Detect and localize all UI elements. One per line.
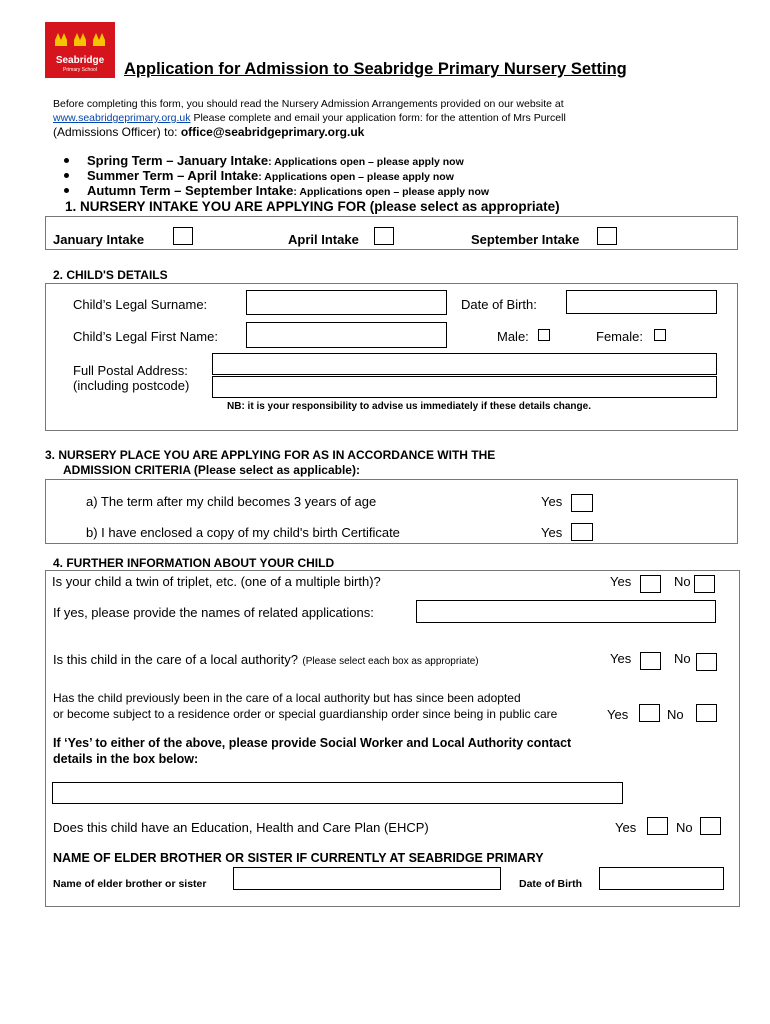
bullet-icon bbox=[64, 173, 69, 178]
care-yes-label: Yes bbox=[610, 651, 632, 666]
criteria-b-yes-label: Yes bbox=[541, 525, 563, 540]
previous-care-no-checkbox[interactable] bbox=[696, 704, 717, 722]
firstname-input[interactable] bbox=[246, 322, 447, 348]
option-september-label: September Intake bbox=[471, 232, 580, 247]
twin-yes-label: Yes bbox=[610, 574, 632, 589]
surname-input[interactable] bbox=[246, 290, 447, 315]
related-names-label: If yes, please provide the names of related applications: bbox=[53, 605, 374, 620]
ehcp-question: Does this child have an Education, Health and Care Plan (EHCP) bbox=[53, 820, 429, 835]
bullet-icon bbox=[64, 158, 69, 163]
section-2-title: 2. CHILD'S DETAILS bbox=[53, 268, 168, 282]
ehcp-no-checkbox[interactable] bbox=[700, 817, 721, 835]
intro-line-3 bbox=[53, 125, 364, 139]
related-names-input[interactable] bbox=[416, 600, 716, 623]
firstname-label: Child’s Legal First Name: bbox=[73, 329, 218, 344]
previous-care-no-label: No bbox=[667, 707, 684, 722]
ehcp-yes-label: Yes bbox=[615, 820, 637, 835]
address-input-line-2[interactable] bbox=[212, 376, 717, 398]
care-no-checkbox[interactable] bbox=[696, 653, 717, 671]
care-no-label: No bbox=[674, 651, 691, 666]
sibling-name-label: Name of elder brother or sister bbox=[53, 878, 207, 890]
previous-care-yes-label: Yes bbox=[607, 707, 629, 722]
social-worker-details-input[interactable] bbox=[52, 782, 623, 804]
crowns-icon bbox=[53, 28, 107, 50]
intro-line-3-text: (Admissions Officer) to: bbox=[53, 125, 181, 139]
address-postcode-label: (including postcode) bbox=[73, 378, 190, 393]
sibling-section-title: NAME OF ELDER BROTHER OR SISTER IF CURRENTLY AT SEABRIDGE PRIMARY bbox=[53, 851, 544, 865]
criteria-b-yes-checkbox[interactable] bbox=[571, 523, 593, 541]
intro-line-2 bbox=[53, 112, 566, 124]
female-label: Female: bbox=[596, 329, 643, 344]
term-summer-name: Summer Term – April Intake bbox=[87, 168, 259, 183]
january-intake-checkbox[interactable] bbox=[173, 227, 193, 245]
previous-care-yes-checkbox[interactable] bbox=[639, 704, 660, 722]
intro-line-1: Before completing this form, you should read the Nursery Admission Arrangements provided on our website at bbox=[53, 98, 564, 110]
criteria-a-yes-checkbox[interactable] bbox=[571, 494, 593, 512]
criteria-a-label: a) The term after my child becomes 3 years of age bbox=[86, 494, 377, 509]
term-autumn-note: : Applications open – please apply now bbox=[293, 186, 490, 198]
sibling-name-input[interactable] bbox=[233, 867, 501, 890]
sibling-dob-input[interactable] bbox=[599, 867, 724, 890]
intro-line-2-text: Please complete and email your application form: for the attention of Mrs Purcell bbox=[190, 112, 566, 124]
twin-no-label: No bbox=[674, 574, 691, 589]
september-intake-checkbox[interactable] bbox=[597, 227, 617, 245]
female-checkbox[interactable] bbox=[654, 329, 666, 341]
section-2-note: NB: it is your responsibility to advise us immediately if these details change. bbox=[227, 401, 591, 412]
logo-name: Seabridge bbox=[55, 55, 105, 66]
dob-label: Date of Birth: bbox=[461, 297, 537, 312]
term-autumn bbox=[87, 182, 489, 200]
care-question-note: (Please select each box as appropriate) bbox=[302, 656, 479, 667]
twin-no-checkbox[interactable] bbox=[694, 575, 715, 593]
care-question bbox=[53, 651, 479, 669]
care-yes-checkbox[interactable] bbox=[640, 652, 661, 670]
page-title: Application for Admission to Seabridge Primary Nursery Setting bbox=[124, 60, 627, 78]
criteria-a-yes-label: Yes bbox=[541, 494, 563, 509]
term-spring-note: : Applications open – please apply now bbox=[268, 156, 464, 168]
school-logo bbox=[45, 22, 115, 78]
address-label: Full Postal Address: bbox=[73, 363, 188, 378]
male-label: Male: bbox=[497, 329, 529, 344]
contact-email[interactable]: office@seabridgeprimary.org.uk bbox=[180, 125, 365, 139]
criteria-b-label: b) I have enclosed a copy of my child's birth Certificate bbox=[86, 525, 400, 540]
previous-care-question-1: Has the child previously been in the care of a local authority but has since been adopted bbox=[53, 691, 521, 705]
term-spring-name: Spring Term – January Intake bbox=[87, 153, 269, 168]
sibling-dob-label: Date of Birth bbox=[519, 878, 582, 890]
bullet-icon bbox=[64, 188, 69, 193]
address-input-line-1[interactable] bbox=[212, 353, 717, 375]
section-3-title: 3. NURSERY PLACE YOU ARE APPLYING FOR AS IN ACCORDANCE WITH THE bbox=[45, 448, 496, 462]
ehcp-yes-checkbox[interactable] bbox=[647, 817, 668, 835]
care-question-text: Is this child in the care of a local authority? bbox=[53, 652, 298, 667]
option-april-label: April Intake bbox=[288, 232, 359, 247]
section-4-title: 4. FURTHER INFORMATION ABOUT YOUR CHILD bbox=[53, 556, 335, 570]
website-link[interactable]: www.seabridgeprimary.org.uk bbox=[53, 112, 191, 124]
previous-care-question-2: or become subject to a residence order or special guardianship order since being in public care bbox=[53, 707, 558, 721]
section-1-title: 1. NURSERY INTAKE YOU ARE APPLYING FOR (please select as appropriate) bbox=[65, 199, 560, 214]
if-yes-instruction-2: details in the box below: bbox=[53, 752, 199, 766]
option-january-label: January Intake bbox=[53, 232, 145, 247]
term-summer-note: : Applications open – please apply now bbox=[258, 171, 454, 183]
twin-question: Is your child a twin of triplet, etc. (one of a multiple birth)? bbox=[52, 574, 381, 589]
term-autumn-name: Autumn Term – September Intake bbox=[87, 183, 294, 198]
surname-label: Child’s Legal Surname: bbox=[73, 297, 208, 312]
dob-input[interactable] bbox=[566, 290, 717, 314]
april-intake-checkbox[interactable] bbox=[374, 227, 394, 245]
male-checkbox[interactable] bbox=[538, 329, 550, 341]
section-3-subtitle: ADMISSION CRITERIA (Please select as applicable): bbox=[63, 463, 360, 477]
if-yes-instruction-1: If ‘Yes’ to either of the above, please provide Social Worker and Local Authority contact bbox=[53, 736, 572, 750]
ehcp-no-label: No bbox=[676, 820, 693, 835]
logo-subtitle: Primary School bbox=[63, 67, 97, 73]
twin-yes-checkbox[interactable] bbox=[640, 575, 661, 593]
